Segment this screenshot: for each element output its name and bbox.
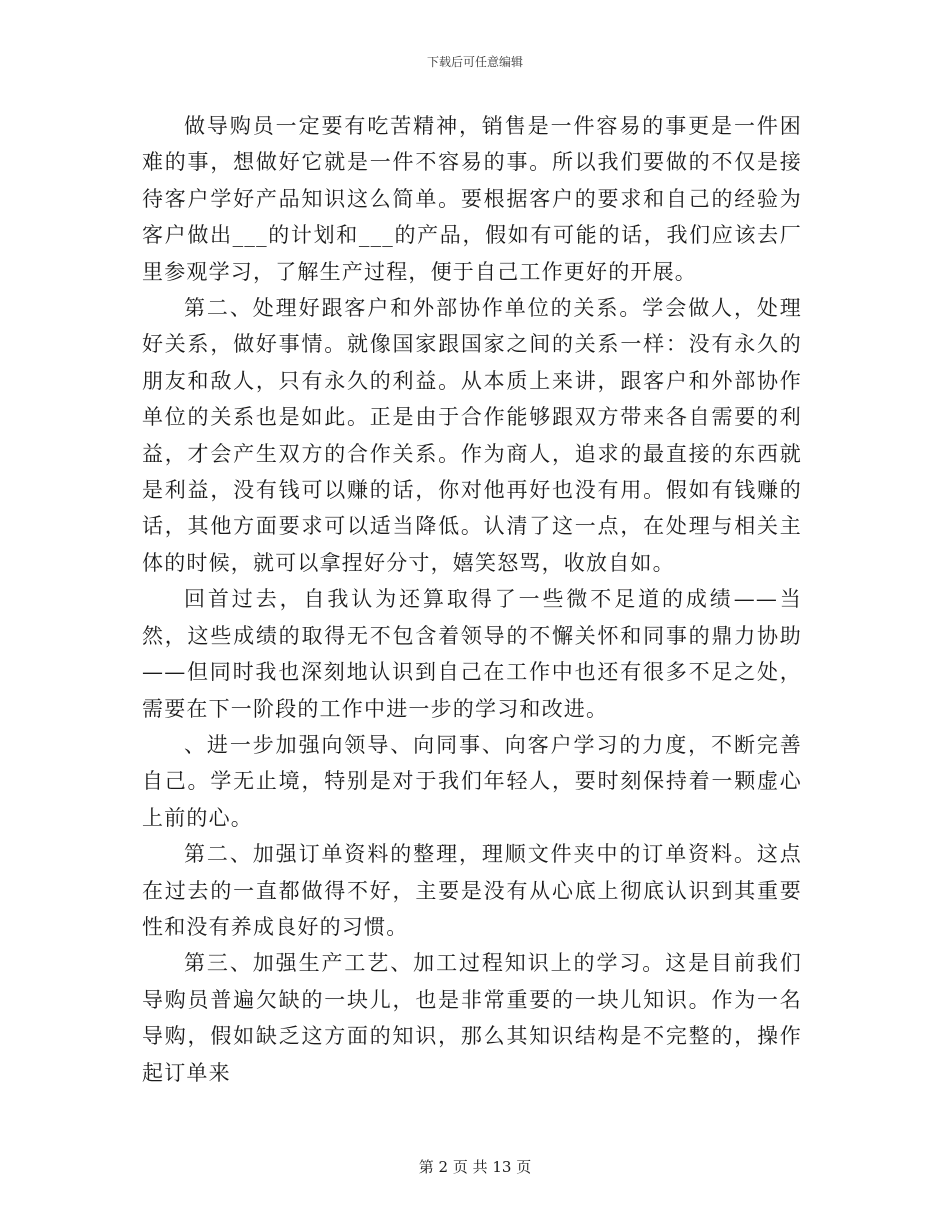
page-footer: 第 2 页 共 13 页 [418,1158,532,1176]
page-header: 下载后可任意编辑 [426,55,523,69]
document-body [142,108,802,1091]
paragraph-3: 回首过去，自我认为还算取得了一些微不足道的成绩——当然，这些成绩的取得无不包含着领导的不懈关怀和同事的鼎力协助——但同时我也深刻地认识到自己在工作中也还有很多不足之处，需要在下一阶段的工作中进一步的学习和改进。 [142,587,802,721]
paragraph-4: 、进一步加强向领导、向同事、向客户学习的力度，不断完善自己。学无止境，特别是对于我们年轻人，要时刻保持着一颗虚心上前的心。 [142,732,802,830]
paragraph-1: 做导购员一定要有吃苦精神，销售是一件容易的事更是一件困难的事，想做好它就是一件不容易的事。所以我们要做的不仅是接待客户学好产品知识这么简单。要根据客户的要求和自己的经验为客户做出___的计划和___的产品，假如有可能的话，我们应该去厂里参观学习，了解生产过程，便于自己工作更好的开展。 [142,114,802,284]
paragraph-5: 第二、加强订单资料的整理，理顺文件夹中的订单资料。这点在过去的一直都做得不好，主要是没有从心底上彻底认识到其重要性和没有养成良好的习惯。 [142,842,802,939]
paragraph-6: 第三、加强生产工艺、加工过程知识上的学习。这是目前我们导购员普遍欠缺的一块儿，也是非常重要的一块儿知识。作为一名导购，假如缺乏这方面的知识，那么其知识结构是不完整的，操作起订单来 [142,951,802,1085]
paragraph-2: 第二、处理好跟客户和外部协作单位的关系。学会做人，处理好关系，做好事情。就像国家跟国家之间的关系一样：没有永久的朋友和敌人，只有永久的利益。从本质上来讲，跟客户和外部协作单位的关系也是如此。正是由于合作能够跟双方带来各自需要的利益，才会产生双方的合作关系。作为商人，追求的最直接的东西就是利益，没有钱可以赚的话，你对他再好也没有用。假如有钱赚的话，其他方面要求可以适当降低。认清了这一点，在处理与相关主体的时候，就可以拿捏好分寸，嬉笑怒骂，收放自如。 [142,296,802,575]
